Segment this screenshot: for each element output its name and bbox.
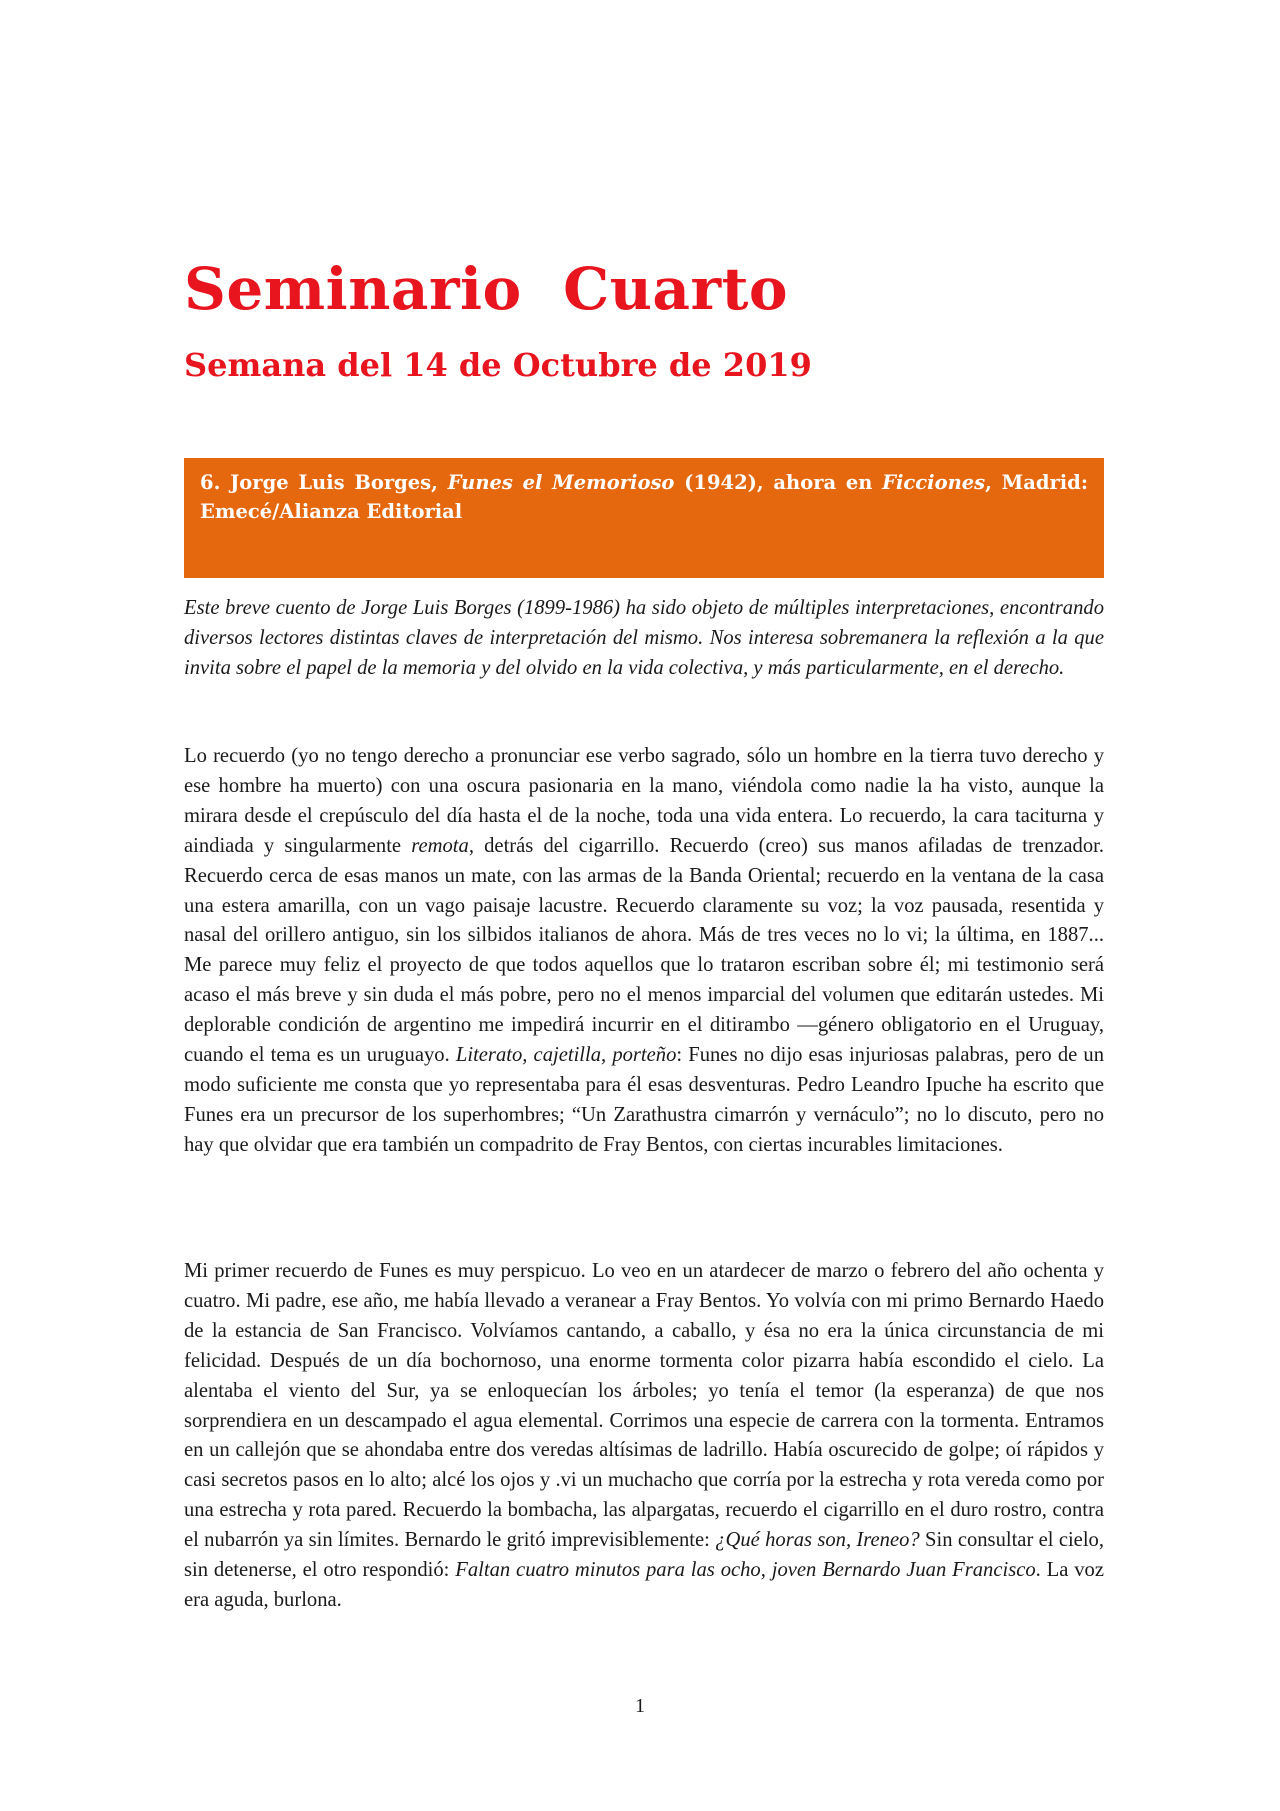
reading-banner bbox=[184, 458, 1104, 578]
text-run: : Funes no dijo esas injuriosas palabras, pero de un modo suficiente me consta que yo representaba para él esas desventuras. Pedro Leandro Ipuche ha escrito que Funes era un precursor de los superhombres; “Un Zarathustra cimarrón y vernáculo”; no lo discuto, pero no hay que olvidar que era también un compadrito de Fray Bentos, con ciertas incurables limitaciones. bbox=[184, 1044, 1104, 1156]
italic-run: remota bbox=[411, 834, 469, 857]
quote-paragraph-2 bbox=[184, 1257, 1104, 1616]
quote-paragraph-1 bbox=[184, 742, 1104, 1161]
intro-paragraph: Este breve cuento de Jorge Luis Borges (1899-1986) ha sido objeto de múltiples interpretaciones, encontrando diversos lectores distintas claves de interpretación del mismo. Nos interesa sobremanera la reflexión a la que invita sobre el papel de la memoria y del olvido en la vida colectiva, y más particularmente, en el derecho. bbox=[184, 597, 1104, 679]
text-run: , detrás del cigarrillo. Recuerdo (creo) sus manos afiladas de trenzador. Recuerdo cerca de esas manos un mate, con las armas de la Banda Oriental; recuerdo en la ventana de la casa una estera amarilla, con un vago paisaje lacustre. Recuerdo claramente su voz; la voz pausada, resentida y nasal del orillero antiguo, sin los silbidos italianos de ahora. Más de tres veces no lo vi; la última, en 1887... Me parece muy feliz el proyecto de que todos aquellos que lo trataron escriban sobre él; mi testimonio será acaso el más breve y sin duda el más pobre, pero no el menos imparcial del volumen que editarán ustedes. Mi deplorable condición de argentino me impedirá incurrir en el ditirambo —género obligatorio en el Uruguay, cuando el tema es un uruguayo. bbox=[184, 834, 1104, 1067]
text-run: . La voz era aguda, burlona. bbox=[184, 1559, 1104, 1611]
citation-author: 6. Jorge Luis Borges, bbox=[200, 471, 448, 494]
text-run: Sin consultar el cielo, sin detenerse, el otro respondió: bbox=[184, 1529, 1104, 1582]
citation-work-title: Funes el Memorioso bbox=[447, 471, 675, 494]
citation-publisher: , Madrid: Emecé/Alianza Editorial bbox=[200, 471, 1089, 523]
reading-citation bbox=[200, 468, 1088, 526]
citation-year: (1942), ahora en bbox=[674, 471, 883, 494]
page-subtitle: Semana del 14 de Octubre de 2019 bbox=[184, 346, 812, 384]
page-title: Seminario Cuarto bbox=[184, 255, 789, 323]
citation-collection: Ficciones bbox=[882, 471, 986, 494]
italic-run: Faltan cuatro minutos para las ocho, joven Bernardo Juan Francisco bbox=[455, 1559, 1036, 1582]
page-number: 1 bbox=[635, 1695, 645, 1717]
italic-run: Literato, cajetilla, porteño bbox=[455, 1044, 677, 1067]
text-run: Mi primer recuerdo de Funes es muy perspicuo. Lo veo en un atardecer de marzo o febrero del año ochenta y cuatro. Mi padre, ese año, me había llevado a veranear a Fray Bentos. Yo volvía con mi primo Bernardo Haedo de la estancia de San Francisco. Volvíamos cantando, a caballo, y ésa no era la única circunstancia de mi felicidad. Después de un día bochornoso, una enorme tormenta color pizarra había escondido el cielo. La alentaba el viento del Sur, ya se enloquecían los árboles; yo tenía el temor (la esperanza) de que nos sorprendiera en un descampado el agua elemental. Corrimos una especie de carrera con la tormenta. Entramos en un callejón que se ahondaba entre dos veredas altísimas de ladrillo. Había oscurecido de golpe; oí rápidos y casi secretos pasos en lo alto; alcé los ojos y .vi un muchacho que corría por la estrecha y rota vereda como por una estrecha y rota pared. Recuerdo la bombacha, las alpargatas, recuerdo el cigarrillo en el duro rostro, contra el nubarrón ya sin límites. Bernardo le gritó imprevisiblemente: bbox=[184, 1260, 1104, 1552]
text-run: Lo recuerdo (yo no tengo derecho a pronunciar ese verbo sagrado, sólo un hombre en la tierra tuvo derecho y ese hombre ha muerto) con una oscura pasionaria en la mano, viéndola como nadie la ha visto, aunque la mirara desde el crepúsculo del día hasta el de la noche, toda una vida entera. Lo recuerdo, la cara taciturna y aindiada y singularmente bbox=[184, 745, 1104, 857]
italic-run: ¿Qué horas son, Ireneo? bbox=[715, 1529, 920, 1552]
